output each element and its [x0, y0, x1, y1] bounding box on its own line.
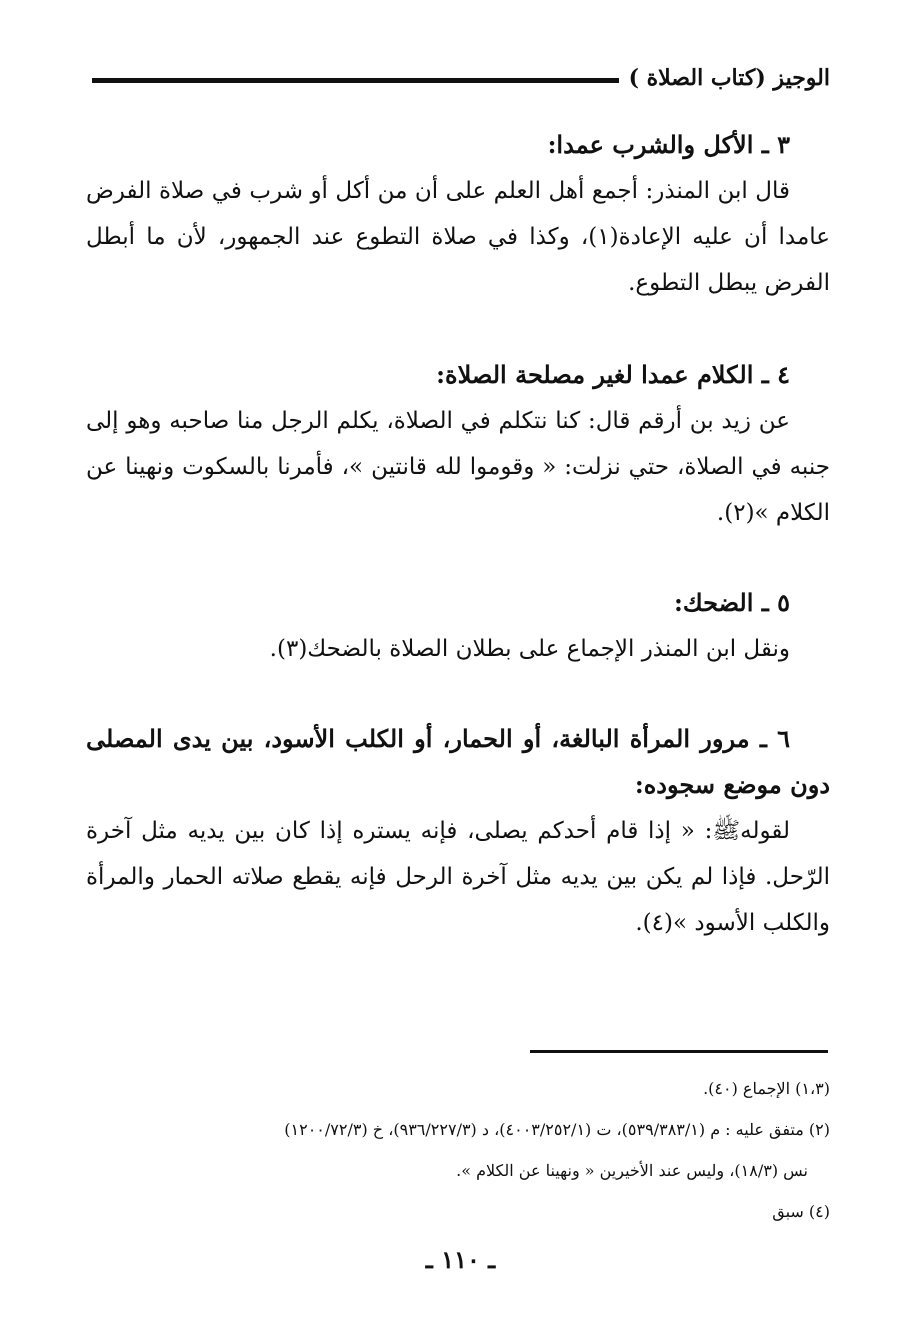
section-paragraph: عن زيد بن أرقم قال: كنا نتكلم في الصلاة، يكلم الرجل منا صاحبه وهو إلى جنبه في الصلاة، حتي نزلت: « وقوموا لله قانتين »، فأمرنا بالسكوت ونهينا عن الكلام »(٢).: [86, 408, 830, 526]
section-paragraph: ونقل ابن المنذر الإجماع على بطلان الصلاة بالضحك(٣).: [269, 636, 790, 662]
section-4: [86, 352, 830, 536]
section-5: [86, 580, 830, 672]
footnote-separator: [530, 1050, 828, 1053]
section-heading: ٤ ـ الكلام عمدا لغير مصلحة الصلاة:: [436, 360, 790, 389]
section-3: [86, 122, 830, 306]
section-heading: ٦ ـ مرور المرأة البالغة، أو الحمار، أو الكلب الأسود، بين يدى المصلى دون موضع سجوده:: [86, 724, 830, 799]
section-heading: ٣ ـ الأكل والشرب عمدا:: [547, 130, 790, 159]
footnote-2-continuation: نس (١٨/٣)، وليس عند الأخيرين « ونهينا عن الكلام ».: [456, 1161, 808, 1180]
section-paragraph: لقولهﷺ: « إذا قام أحدكم يصلى، فإنه يستره إذا كان بين يديه مثل آخرة الرّحل. فإذا لم يكن بين يديه مثل آخرة الرحل فإنه يقطع صلاته الحمار والمرأة والكلب الأسود »(٤).: [86, 818, 830, 936]
section-paragraph: قال ابن المنذر: أجمع أهل العلم على أن من أكل أو شرب في صلاة الفرض عامدا أن عليه الإعادة(١)، وكذا في صلاة التطوع عند الجمهور، لأن ما أبطل الفرض يبطل التطوع.: [86, 178, 831, 296]
header-rule: [92, 78, 619, 83]
running-header: [92, 58, 830, 98]
footnote-2: (٢) متفق عليه : م (٥٣٩/٣٨٣/١)، ت (٤٠٠٣/٢٥٢/١)، د (٩٣٦/٢٢٧/٣)، خ (١٢٠٠/٧٢/٣): [284, 1120, 830, 1139]
section-heading: ٥ ـ الضحك:: [673, 588, 790, 617]
footnote-1: (١،٣) الإجماع (٤٠).: [703, 1079, 830, 1098]
footnote-4: (٤) سبق: [772, 1202, 830, 1221]
running-header-title: الوجيز (كتاب الصلاة ): [628, 65, 830, 91]
section-6: [86, 716, 830, 946]
page-number: ـ ١١٠ ـ: [425, 1245, 496, 1274]
footnotes: [86, 1068, 830, 1232]
